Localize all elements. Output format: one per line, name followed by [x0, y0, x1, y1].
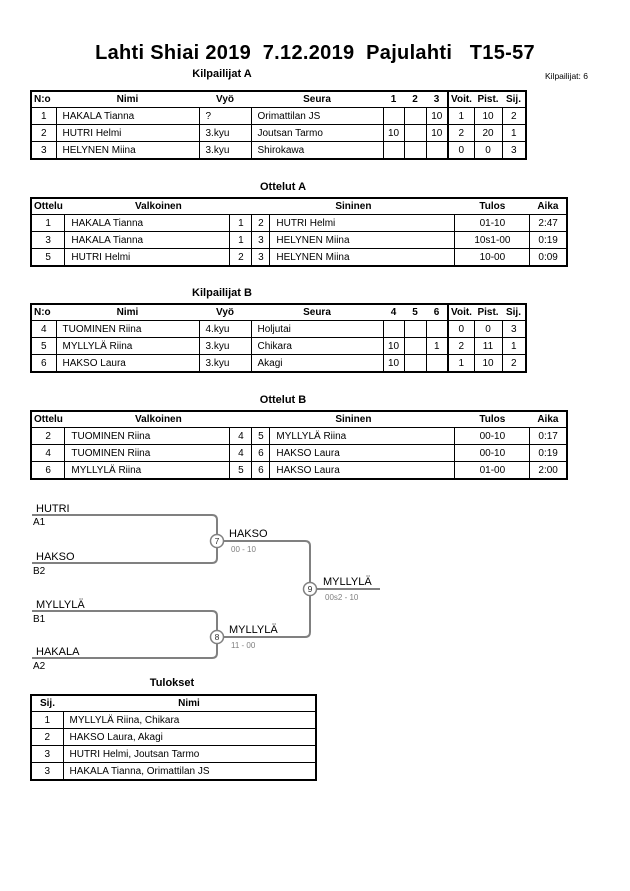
table-header-row: [31, 304, 526, 321]
table-cell: 3: [31, 746, 63, 763]
table-row: [31, 249, 567, 267]
table-row: [31, 142, 526, 160]
section-title-kilpailijat-b: Kilpailijat B: [192, 287, 252, 299]
table-cell: 3: [502, 321, 526, 338]
table-cell: 10: [474, 108, 502, 125]
table-cell: 2: [448, 125, 474, 142]
table-cell: 10: [474, 355, 502, 373]
table-cell: 0: [474, 321, 502, 338]
table-cell: 2: [502, 108, 526, 125]
table-cell: TUOMINEN Riina: [56, 321, 199, 338]
table-row: [31, 338, 526, 355]
table-cell: 0: [474, 142, 502, 160]
table-cell: [404, 125, 426, 142]
bracket-winner-name: MYLLYLÄ: [323, 576, 372, 588]
table-row: [31, 763, 316, 781]
table-header-row: [31, 91, 526, 108]
kilpailijat-a-table: [30, 90, 527, 160]
table-cell: HAKSO Laura, Akagi: [63, 729, 316, 746]
table-cell: 01-00: [455, 462, 530, 480]
bracket-match-score: 11 - 00: [231, 641, 256, 650]
table-cell: Orimattilan JS: [251, 108, 383, 125]
col-header: 4: [383, 304, 404, 321]
table-cell: 5: [252, 428, 270, 445]
col-header: Aika: [530, 411, 567, 428]
col-header: Tulos: [455, 198, 530, 215]
table-cell: 0:19: [530, 232, 567, 249]
table-cell: HAKALA Tianna, Orimattilan JS: [63, 763, 316, 781]
tournament-bracket: [0, 495, 630, 690]
table-row: [31, 321, 526, 338]
table-cell: 2:00: [530, 462, 567, 480]
page-title: Lahti Shiai 2019 7.12.2019 Pajulahti T15-57: [95, 42, 535, 64]
table-cell: 0:09: [530, 249, 567, 267]
table-cell: MYLLYLÄ Riina, Chikara: [63, 712, 316, 729]
col-header: Voit.: [448, 304, 474, 321]
table-cell: [404, 108, 426, 125]
col-header: Nimi: [56, 91, 199, 108]
table-cell: HUTRI Helmi: [56, 125, 199, 142]
table-cell: 5: [31, 249, 65, 267]
bracket-slot-name: HAKSO: [36, 551, 75, 563]
col-header: Seura: [251, 91, 383, 108]
table-cell: 01-10: [455, 215, 530, 232]
table-cell: Joutsan Tarmo: [251, 125, 383, 142]
table-cell: 10: [426, 125, 448, 142]
ottelut-a-table: [30, 197, 568, 267]
col-header: Vyö: [199, 91, 251, 108]
bracket-match-score: 00 - 10: [231, 545, 256, 554]
table-cell: 3: [31, 232, 65, 249]
table-cell: 3: [502, 142, 526, 160]
col-header: Sij.: [502, 304, 526, 321]
table-cell: HELYNEN Miina: [56, 142, 199, 160]
bracket-seed-label: B1: [33, 614, 46, 625]
table-cell: 0:19: [530, 445, 567, 462]
table-row: [31, 712, 316, 729]
table-row: [31, 355, 526, 373]
table-cell: Holjutai: [251, 321, 383, 338]
table-cell: 1: [230, 215, 252, 232]
bracket-seed-label: B2: [33, 566, 46, 577]
table-cell: TUOMINEN Riina: [65, 445, 230, 462]
table-cell: 3.kyu: [199, 142, 251, 160]
table-cell: 6: [252, 445, 270, 462]
table-cell: 1: [502, 338, 526, 355]
table-row: [31, 108, 526, 125]
table-row: [31, 729, 316, 746]
table-cell: 10: [383, 125, 404, 142]
col-header: N:o: [31, 304, 56, 321]
table-row: [31, 125, 526, 142]
table-cell: [404, 142, 426, 160]
table-cell: HELYNEN Miina: [270, 232, 455, 249]
table-cell: 1: [31, 108, 56, 125]
bracket-line: [32, 515, 217, 534]
table-cell: 3: [252, 232, 270, 249]
table-cell: 0: [448, 142, 474, 160]
table-cell: HUTRI Helmi: [65, 249, 230, 267]
match-number: 7: [214, 536, 220, 546]
table-cell: MYLLYLÄ Riina: [56, 338, 199, 355]
col-header: 2: [404, 91, 426, 108]
table-cell: HAKSO Laura: [56, 355, 199, 373]
table-cell: [383, 142, 404, 160]
table-cell: 3: [31, 142, 56, 160]
table-cell: 00-10: [455, 445, 530, 462]
table-cell: Akagi: [251, 355, 383, 373]
col-header: 6: [426, 304, 448, 321]
bracket-seed-label: A1: [33, 517, 46, 528]
table-cell: 10: [383, 338, 404, 355]
table-cell: [426, 355, 448, 373]
col-header: Tulos: [455, 411, 530, 428]
table-cell: 6: [31, 462, 65, 480]
table-cell: 10s1-00: [455, 232, 530, 249]
table-row: [31, 445, 567, 462]
table-cell: ?: [199, 108, 251, 125]
table-cell: TUOMINEN Riina: [65, 428, 230, 445]
col-header: Ottelu: [31, 411, 65, 428]
table-cell: [404, 355, 426, 373]
section-title-ottelut-a: Ottelut A: [259, 181, 307, 193]
col-header: Pist.: [474, 304, 502, 321]
table-cell: HELYNEN Miina: [270, 249, 455, 267]
table-cell: 1: [230, 232, 252, 249]
bracket-slot-name: MYLLYLÄ: [36, 599, 85, 611]
table-cell: 1: [31, 215, 65, 232]
col-header: Nimi: [63, 695, 316, 712]
table-row: [31, 462, 567, 480]
table-cell: HUTRI Helmi, Joutsan Tarmo: [63, 746, 316, 763]
kilpailijat-b-table: [30, 303, 527, 373]
section-title-kilpailijat-a: Kilpailijat A: [192, 68, 252, 80]
table-cell: 3.kyu: [199, 125, 251, 142]
table-cell: MYLLYLÄ Riina: [270, 428, 455, 445]
bracket-line: [32, 611, 217, 630]
table-cell: Shirokawa: [251, 142, 383, 160]
col-header: Vyö: [199, 304, 251, 321]
table-row: [31, 746, 316, 763]
col-header: Sininen: [252, 411, 455, 428]
table-header-row: [31, 198, 567, 215]
table-cell: 0:17: [530, 428, 567, 445]
col-header: Pist.: [474, 91, 502, 108]
col-header: Nimi: [56, 304, 199, 321]
table-cell: 2: [31, 729, 63, 746]
table-cell: 10-00: [455, 249, 530, 267]
col-header: Sij.: [31, 695, 63, 712]
table-cell: HAKALA Tianna: [65, 215, 230, 232]
col-header: Seura: [251, 304, 383, 321]
match-number: 9: [307, 584, 313, 594]
col-header: 3: [426, 91, 448, 108]
table-cell: 3: [31, 763, 63, 781]
bracket-winner-name: MYLLYLÄ: [229, 624, 278, 636]
table-cell: 0: [448, 321, 474, 338]
col-header: Aika: [530, 198, 567, 215]
table-header-row: [31, 411, 567, 428]
bracket-winner-name: HAKSO: [229, 528, 268, 540]
table-cell: 4: [31, 445, 65, 462]
table-cell: 10: [426, 108, 448, 125]
table-cell: [426, 321, 448, 338]
col-header: Ottelu: [31, 198, 65, 215]
col-header: Sininen: [252, 198, 455, 215]
competitor-count-label: Kilpailijat: 6: [545, 71, 588, 81]
table-cell: 1: [426, 338, 448, 355]
col-header: Sij.: [502, 91, 526, 108]
table-cell: 4.kyu: [199, 321, 251, 338]
table-cell: 3.kyu: [199, 338, 251, 355]
col-header: Valkoinen: [65, 198, 252, 215]
table-cell: 1: [502, 125, 526, 142]
section-title-tulokset: Tulokset: [149, 677, 195, 689]
table-cell: 1: [448, 355, 474, 373]
table-cell: 00-10: [455, 428, 530, 445]
table-cell: 20: [474, 125, 502, 142]
table-cell: 3.kyu: [199, 355, 251, 373]
table-cell: 2:47: [530, 215, 567, 232]
bracket-seed-label: A2: [33, 661, 46, 672]
table-cell: 3: [252, 249, 270, 267]
bracket-match-score: 00s2 - 10: [325, 593, 359, 602]
table-cell: 2: [230, 249, 252, 267]
table-cell: 4: [230, 428, 252, 445]
ottelut-b-table: [30, 410, 568, 480]
tulokset-table: [30, 694, 317, 781]
table-cell: 6: [31, 355, 56, 373]
section-title-ottelut-b: Ottelut B: [259, 394, 307, 406]
col-header: Valkoinen: [65, 411, 252, 428]
table-row: [31, 215, 567, 232]
col-header: Voit.: [448, 91, 474, 108]
col-header: N:o: [31, 91, 56, 108]
table-header-row: [31, 695, 316, 712]
table-cell: 1: [448, 108, 474, 125]
table-cell: [383, 321, 404, 338]
table-cell: 4: [31, 321, 56, 338]
table-row: [31, 232, 567, 249]
table-row: [31, 428, 567, 445]
table-cell: Chikara: [251, 338, 383, 355]
table-cell: [404, 338, 426, 355]
table-cell: HAKALA Tianna: [56, 108, 199, 125]
table-cell: [426, 142, 448, 160]
table-cell: 2: [31, 125, 56, 142]
bracket-slot-name: HAKALA: [36, 646, 80, 658]
table-cell: HAKALA Tianna: [65, 232, 230, 249]
table-cell: 5: [230, 462, 252, 480]
bracket-slot-name: HUTRI: [36, 503, 70, 515]
table-cell: 2: [502, 355, 526, 373]
table-cell: HAKSO Laura: [270, 462, 455, 480]
table-cell: MYLLYLÄ Riina: [65, 462, 230, 480]
table-cell: 4: [230, 445, 252, 462]
table-cell: HAKSO Laura: [270, 445, 455, 462]
table-cell: 2: [31, 428, 65, 445]
col-header: 1: [383, 91, 404, 108]
table-cell: 5: [31, 338, 56, 355]
table-cell: 10: [383, 355, 404, 373]
table-cell: 6: [252, 462, 270, 480]
table-cell: HUTRI Helmi: [270, 215, 455, 232]
table-cell: 2: [448, 338, 474, 355]
table-cell: [383, 108, 404, 125]
table-cell: 11: [474, 338, 502, 355]
table-cell: 1: [31, 712, 63, 729]
col-header: 5: [404, 304, 426, 321]
table-cell: [404, 321, 426, 338]
table-cell: 2: [252, 215, 270, 232]
match-number: 8: [214, 632, 220, 642]
